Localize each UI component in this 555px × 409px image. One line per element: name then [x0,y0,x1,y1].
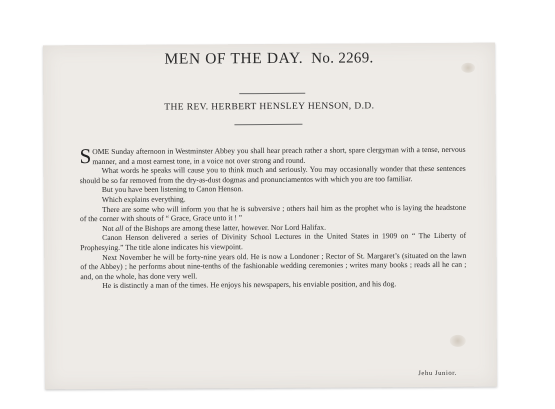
paragraph: Canon Henson delivered a series of Divinity School Lectures in the United States in 1909 on “ The Liberty of Prophesying.” The title alone indicates his viewpoint. [80,231,467,253]
article-body [80,145,467,291]
clipping-sheet [43,43,497,390]
paragraph: But you have been listening to Canon Henson. [101,184,244,195]
page-title [43,49,495,70]
divider-top [239,93,305,94]
paragraph-text: of the Bishops are among these latter, however. Nor Lord Halifax. [123,222,326,233]
paragraph: He is distinctly a man of the times. He enjoys his newspapers, his enviable position, and his dog. [102,279,397,291]
paragraph: Which explains everything. [101,194,186,204]
issue-number: No. 2269. [311,50,374,67]
paragraph: What words he speaks will cause you to think much and seriously. You may occasionally wonder that these sentences should be so far removed from the dry-as-dust dogmas and pronunciamentos with which you are too familiar. [79,163,466,185]
drop-cap: S [79,144,92,169]
paragraph [80,145,466,167]
paragraph-text: Not [102,223,116,233]
signature: Jehu Junior. [418,369,457,378]
subtitle: THE REV. HERBERT HENSLEY HENSON, D.D. [164,101,375,113]
paragraph: Next November he will be forty-nine years old. He is now a Londoner ; Rector of St. Margaret’s (situated on the lawn of the Abbey) ; he performs about nine-tenths of the fashionable wedding ceremonies ; writes many books ; reads all he can ; and, on the whole, has done very well. [80,250,467,281]
paragraph-text: OME Sunday afternoon in Westminster Abbey you shall hear preach rather a short, spare clergyman with a tense, nervous manner, and a most earnest tone, in a voice not over strong and round. [92,144,466,166]
stain-mark [450,335,466,347]
paragraph: There are some who will inform you that he is subversive ; others hail him as the prophet who is laying the headstone of the corner with shouts of “ Grace, Grace unto it ! ” [79,202,466,224]
emphasis-text: all [115,223,124,233]
title-text: MEN OF THE DAY. [164,49,304,68]
divider-bottom [234,124,302,125]
